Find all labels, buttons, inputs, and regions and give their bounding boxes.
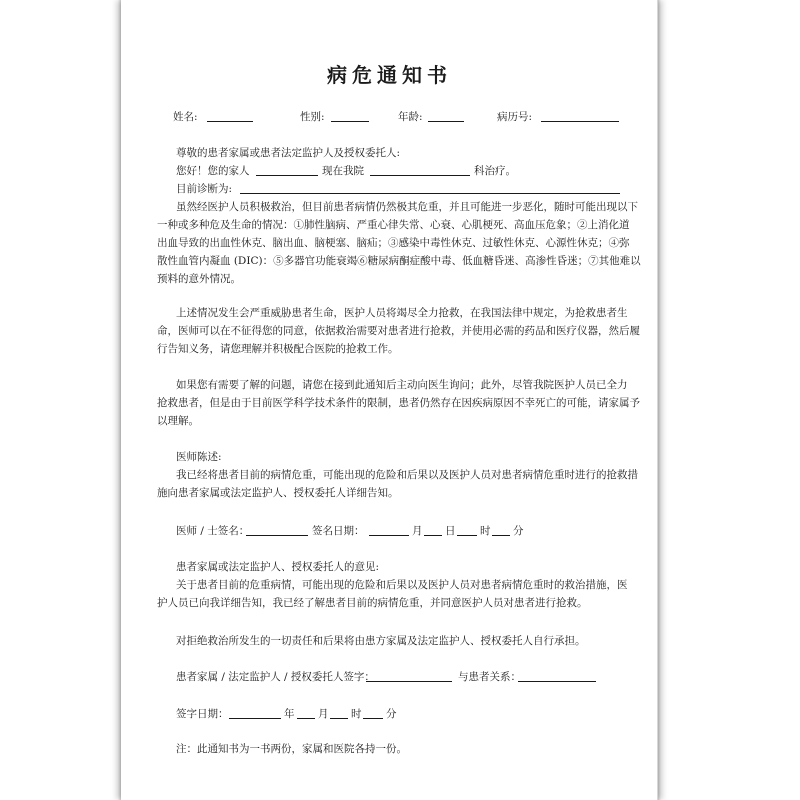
year-label: 年 — [284, 708, 295, 720]
family-opinion-line: 关于患者目前的危重病情，可能出现的危险和后果以及医护人员对患者病情危重时的救治措施，医 — [176, 579, 628, 591]
family-opinion-line: 护人员已向我详细告知，我已经了解患者目前的病情危重，并同意医护人员对患者进行抢救。 — [157, 597, 588, 609]
gender-label: 性别: — [300, 111, 325, 123]
family-opinion-title: 患者家属或法定监护人、授权委托人的意见: — [176, 561, 380, 573]
para1-line: 一种或多种危及生命的情况：①肺性脑病、严重心律失常、心衰、心肌梗死、高血压危象；②上消化道 — [157, 219, 630, 231]
footer-note: 注：此通知书为一书两份，家属和医院各持一份。 — [176, 743, 407, 755]
doctor-sign-minute-field[interactable] — [492, 535, 510, 536]
doctor-sign-label: 医师 / 士签名： — [176, 525, 250, 537]
sign-hour-field[interactable] — [330, 718, 348, 719]
doctor-sign-month-field[interactable] — [369, 535, 409, 536]
month-label: 月 — [412, 525, 423, 537]
para1-line: 散性血管内凝血 (DIC)：⑤多器官功能衰竭⑥糖尿病酮症酸中毒、低血糖昏迷、高渗性昏迷；⑦其他难以 — [157, 255, 641, 267]
refusal-statement: 对拒绝救治所发生的一切责任和后果将由患方家属及法定监护人、授权委托人自行承担。 — [176, 635, 586, 647]
greeting-part2: 现在我院 — [322, 165, 364, 177]
record-no-field[interactable] — [541, 121, 619, 122]
sign-minute-field[interactable] — [363, 718, 383, 719]
sign-hour-label: 时 — [351, 708, 362, 720]
para1-line: 虽然经医护人员积极救治，但目前患者病情仍然极其危重，并且可能进一步恶化，随时可能出现以下 — [176, 201, 638, 213]
minute-label: 分 — [513, 525, 524, 537]
para3-line: 以理解。 — [157, 415, 199, 427]
greeting-part3: 科治疗。 — [474, 165, 516, 177]
diagnosis-field[interactable] — [240, 193, 620, 194]
para2-line: 上述情况发生会严重威胁患者生命，医护人员将竭尽全力抢救，在我国法律中规定，为抢救患者生 — [176, 307, 628, 319]
doctor-sign-day-field[interactable] — [424, 535, 442, 536]
para2-line: 行告知义务，请您理解并积极配合医院的抢救工作。 — [157, 343, 399, 355]
record-no-label: 病历号: — [497, 111, 533, 123]
name-field[interactable] — [207, 121, 253, 122]
sign-minute-label: 分 — [386, 708, 397, 720]
sheet-right-shadow — [657, 0, 661, 800]
age-label: 年龄: — [398, 111, 423, 123]
doctor-sign-date-label: 签名日期： — [312, 525, 365, 537]
doctor-signature-field[interactable] — [246, 535, 308, 536]
greeting-part1: 您好！您的家人 — [176, 165, 250, 177]
salutation: 尊敬的患者家属或患者法定监护人及授权委托人: — [176, 147, 401, 159]
family-signature-field[interactable] — [366, 681, 452, 682]
family-sign-label: 患者家属 / 法定监护人 / 授权委托人签字： — [176, 671, 375, 683]
para1-line: 出血导致的出血性休克、脑出血、脑梗塞、脑疝；③感染中毒性休克、过敏性休克、心源性休克；④弥 — [157, 237, 630, 249]
para2-line: 命，医师可以在不征得您的同意，依据救治需要对患者进行抢救，并使用必需的药品和医疗仪器，然后履 — [157, 325, 640, 337]
document-title: 病危通知书 — [327, 63, 452, 87]
hour-label: 时 — [480, 525, 491, 537]
doctor-statement-line: 施向患者家属或法定监护人、授权委托人详细告知。 — [157, 487, 399, 499]
gender-field[interactable] — [331, 121, 369, 122]
diagnosis-label: 目前诊断为: — [176, 183, 233, 195]
para3-line: 抢救患者，但是由于目前医学科学技术条件的限制，患者仍然存在因疾病原因不幸死亡的可能，请家属予 — [157, 397, 640, 409]
para3-line: 如果您有需要了解的问题，请您在接到此通知后主动向医生询问；此外，尽管我院医护人员已全力 — [176, 379, 628, 391]
sign-date-label: 签字日期： — [176, 708, 229, 720]
doctor-statement-title: 医师陈述: — [176, 451, 222, 463]
family-member-field[interactable] — [256, 175, 318, 176]
sign-year-field[interactable] — [229, 718, 281, 719]
department-field[interactable] — [370, 175, 470, 176]
age-field[interactable] — [428, 121, 464, 122]
relation-label: 与患者关系： — [458, 671, 521, 683]
day-label: 日 — [445, 525, 456, 537]
para1-line: 预料的意外情况。 — [157, 273, 241, 285]
relation-field[interactable] — [518, 681, 596, 682]
sign-month-field[interactable] — [297, 718, 315, 719]
name-label: 姓名: — [173, 111, 198, 123]
sign-month-label: 月 — [318, 708, 329, 720]
doctor-statement-line: 我已经将患者目前的病情危重，可能出现的危险和后果以及医护人员对患者病情危重时进行的抢救措 — [176, 469, 638, 481]
doctor-sign-hour-field[interactable] — [457, 535, 477, 536]
